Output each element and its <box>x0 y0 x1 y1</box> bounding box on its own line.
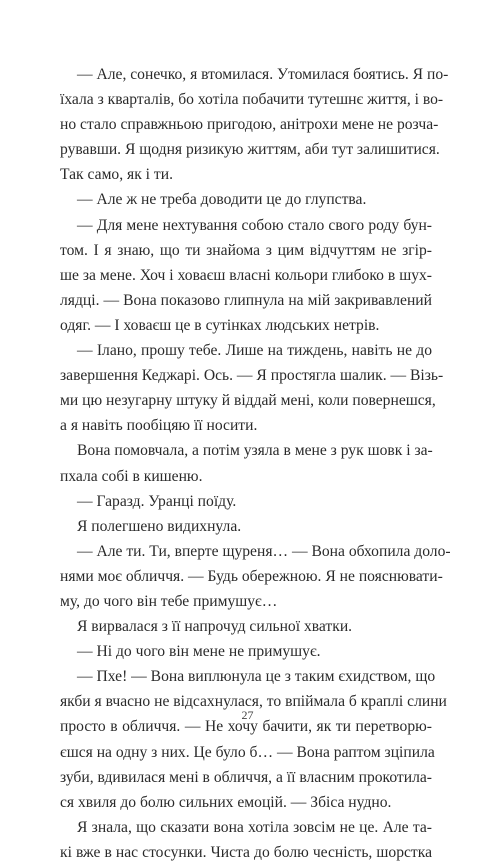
page-number: 27 <box>241 708 254 722</box>
text-line: якби я вчасно не відсахнулася, то впіймала б краплі слини <box>60 693 447 711</box>
text-line: му, до чого він тебе примушує… <box>60 592 278 610</box>
text-line: єшся на одну з них. Це було б… — Вона раптом зціпила <box>60 743 435 761</box>
text-line: Я вирвалася з її напрочуд сильної хватки. <box>77 618 353 636</box>
text-line: пхала собі в кишеню. <box>60 467 203 485</box>
text-line: — Для мене нехтування собою стало свого роду бун- <box>77 216 432 234</box>
text-line: но стало справжньою пригодою, анітрохи мене не розча- <box>60 116 439 134</box>
text-line: — Але ж не треба доводити це до глупства. <box>77 191 367 209</box>
text-line: ми цю незугарну штуку й віддай мені, коли повернешся, <box>60 392 436 410</box>
text-line: завершення Кеджарі. Ось. — Я простягла шалик. — Візь- <box>60 367 444 385</box>
text-line: Я полегшено видихнула. <box>77 517 242 535</box>
text-line: кі вже в нас стосунки. Чиста до болю чесність, шорстка <box>60 843 432 861</box>
text-line: Вона помовчала, а потім узяла в мене з рук шовк і за- <box>77 442 433 460</box>
text-line: ше за мене. Хоч і ховаєш власні кольори глибоко в шух- <box>60 266 432 284</box>
text-line: нями моє обличчя. — Будь обережною. Я не пояснювати- <box>60 567 443 585</box>
text-line: Я знала, що сказати вона хотіла зовсім не це. Але та- <box>77 818 432 836</box>
text-line: том. І я знаю, що ти знайома з цим відчуттям не згір- <box>60 241 432 259</box>
text-line: рувавши. Я щодня ризикую життям, аби тут залишитися. <box>60 141 440 159</box>
text-line: їхала з кварталів, бо хотіла побачити тутешнє життя, і во- <box>60 91 444 109</box>
text-line: лядці. — Вона показово глипнула на мій закривавлений <box>60 291 432 309</box>
text-line: Так само, як і ти. <box>60 166 173 184</box>
text-line: зуби, вдивилася мені в обличчя, а її власним прокотила- <box>60 768 432 786</box>
body-text <box>60 62 451 865</box>
text-line: а я навіть пообіцяю її носити. <box>60 417 258 435</box>
text-line: — Але, сонечко, я втомилася. Утомилася боятись. Я по- <box>77 66 449 83</box>
text-line: просто в обличчя. — Не хочу бачити, як ти перетворю- <box>60 718 432 736</box>
text-line: ся хвиля до болю сильних емоцій. — Збіса нудно. <box>60 793 392 811</box>
text-line: одяг. — І ховаєш це в сутінках людських нетрів. <box>60 316 380 334</box>
text-line: — Пхе! — Вона виплюнула це з таким єхидством, що <box>77 668 436 686</box>
text-line: — Ілано, прошу тебе. Лише на тиждень, навіть не до <box>77 342 432 360</box>
text-line: — Ні до чого він мене не примушує. <box>77 643 321 661</box>
text-line: — Але ти. Ти, вперте щуреня… — Вона обхопила доло- <box>77 542 451 560</box>
text-line: — Гаразд. Уранці поїду. <box>77 492 237 510</box>
